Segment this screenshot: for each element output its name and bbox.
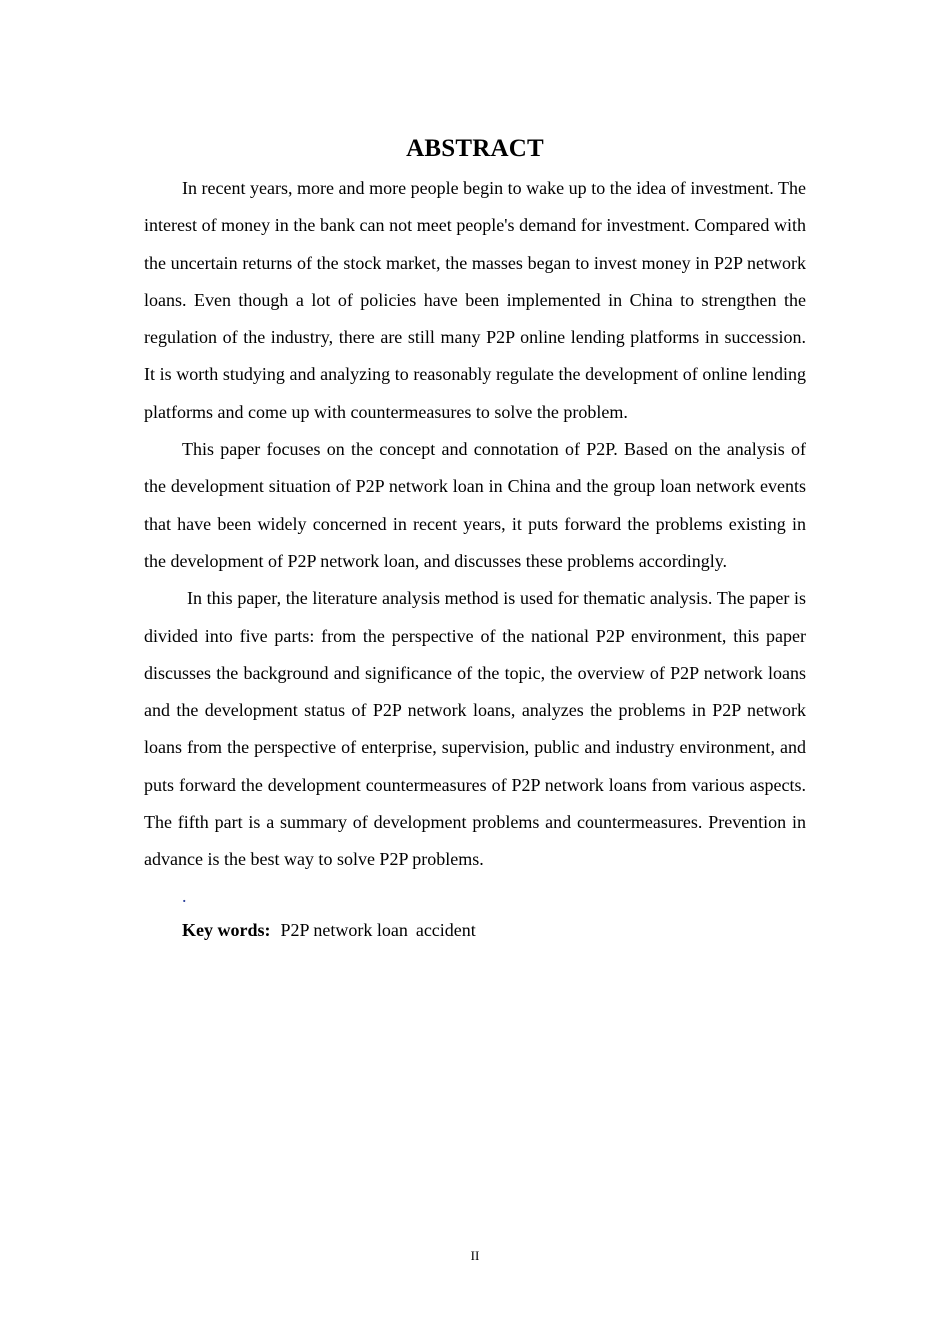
keyword-item: accident bbox=[415, 919, 476, 940]
stray-period-mark: . bbox=[182, 885, 187, 906]
abstract-paragraph: This paper focuses on the concept and connotation of P2P. Based on the analysis of the development situation of P2P network loan in China and the group loan network events that have been widely concerned in recent years, it puts forward the problems existing in the development of P2P network loan, and discusses these problems accordingly. bbox=[144, 439, 806, 571]
abstract-paragraph: In recent years, more and more people begin to wake up to the idea of investment. The interest of money in the bank can not meet people's demand for investment. Compared with the uncertain returns of the stock market, the masses began to invest money in P2P network loans. Even though a lot of policies have been implemented in China to strengthen the regulation of the industry, there are still many P2P online lending platforms in succession. It is worth studying and analyzing to reasonably regulate the development of online lending platforms and come up with countermeasures to solve the problem. bbox=[144, 178, 806, 422]
page-number: II bbox=[470, 1248, 480, 1263]
abstract-paragraph: In this paper, the literature analysis method is used for thematic analysis. The paper is divided into five parts: from the perspective of the national P2P environment, this paper discusses the background and significance of the topic, the overview of P2P network loans and the development status of P2P network loans, analyzes the problems in P2P network loans from the perspective of enterprise, supervision, public and industry environment, and puts forward the development countermeasures of P2P network loans from various aspects. The fifth part is a summary of development problems and countermeasures. Prevention in advance is the best way to solve P2P problems. bbox=[144, 588, 806, 870]
abstract-section bbox=[144, 132, 806, 947]
keywords-line bbox=[144, 913, 806, 947]
keyword-item: P2P network loan bbox=[280, 919, 408, 940]
keywords-label: Key words: bbox=[182, 919, 271, 940]
abstract-title: ABSTRACT bbox=[406, 135, 544, 162]
